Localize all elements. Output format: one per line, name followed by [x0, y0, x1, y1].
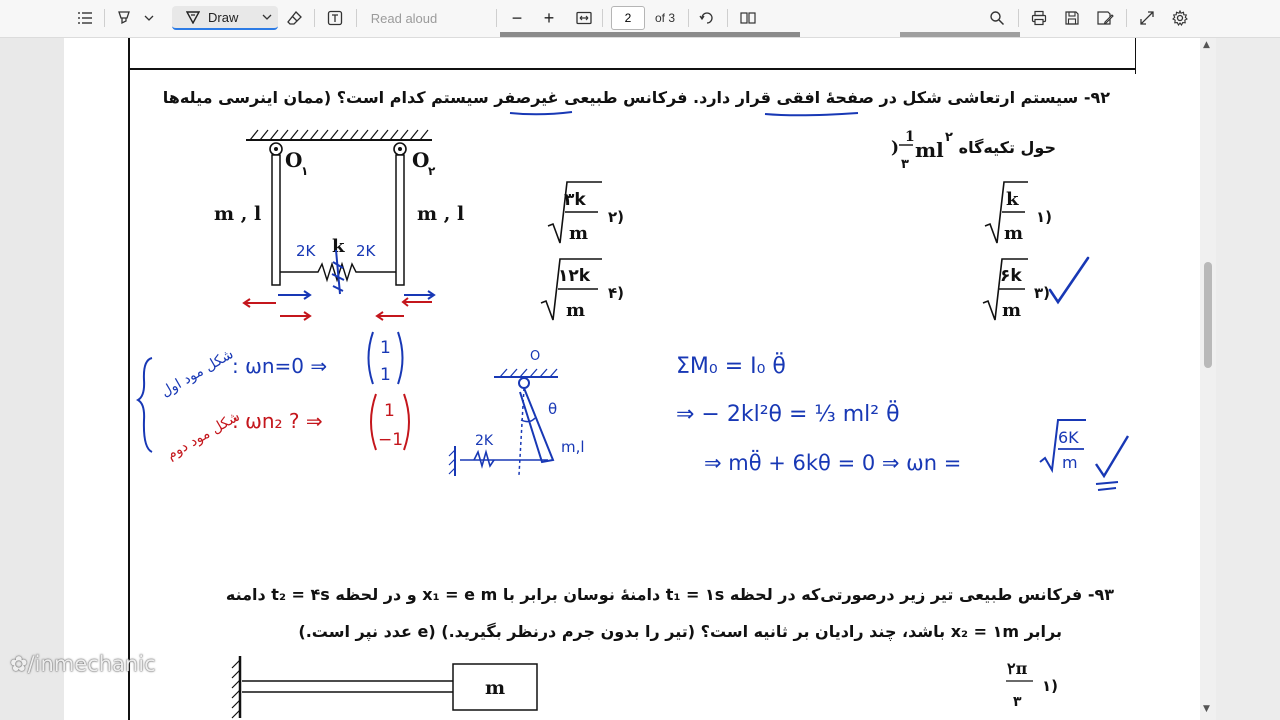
svg-text:۱): ۱) [1042, 677, 1059, 695]
hw-equation-2: ⇒ − 2kl²θ = ⅓ ml² θ̈ [676, 402, 900, 427]
svg-text:1: 1 [384, 401, 395, 421]
read-aloud-button[interactable]: Read aloud [370, 10, 438, 26]
svg-text:۱): ۱) [1036, 208, 1053, 226]
svg-text:۲: ۲ [428, 164, 436, 178]
inertia-paren: ) [891, 138, 900, 158]
svg-text:۳): ۳) [1034, 284, 1051, 302]
svg-text:m: m [566, 300, 586, 321]
inertia-ml: ml [915, 138, 944, 162]
svg-text:2K: 2K [475, 433, 494, 449]
svg-text:−1: −1 [378, 430, 404, 450]
spring-k-label: k [332, 236, 345, 257]
hw-mode1-label: شکل مود اول [158, 346, 237, 401]
watermark: ✿/inmechanic [10, 652, 156, 676]
svg-text:۶k: ۶k [1000, 266, 1022, 286]
scroll-down-icon[interactable]: ▼ [1203, 704, 1210, 714]
inertia-num: 1 [905, 129, 915, 145]
right-rod-label: m , l [417, 203, 465, 225]
svg-text:k: k [1006, 189, 1019, 210]
pivot-o1-label: O [285, 148, 303, 172]
q93-option-1[interactable] [1006, 659, 1058, 710]
hw-mode1-eq: : ωn=0 ⇒ [232, 354, 328, 378]
svg-text:۴): ۴) [608, 284, 625, 302]
mass-label: m [485, 677, 506, 699]
svg-text:۲): ۲) [608, 208, 625, 226]
zoom-out-button[interactable]: − [511, 7, 523, 28]
svg-text:m,l: m,l [561, 438, 585, 456]
hw-equation-1: ΣM₀ = I₀ θ̈ [676, 354, 786, 379]
svg-text:m: m [1062, 453, 1078, 472]
svg-text:m: m [1004, 223, 1024, 244]
draw-label: Draw [208, 9, 239, 25]
svg-text:6K: 6K [1058, 428, 1079, 447]
q92-line1: ۹۲- سیستم ارتعاشی شکل در صفحهٔ افقی قرار دارد. فرکانس طبیعی غیرصفر سیستم کدام است؟ (ممان اینرسی میله‌ها [162, 88, 1110, 107]
page-number-input[interactable]: 2 [611, 6, 645, 30]
svg-text:1: 1 [380, 338, 391, 358]
svg-text:۳: ۳ [1013, 694, 1022, 710]
svg-text:۱۲k: ۱۲k [558, 266, 591, 286]
svg-text:m: m [1002, 300, 1022, 321]
zoom-in-button[interactable]: + [543, 7, 555, 28]
svg-text:1: 1 [380, 365, 391, 385]
svg-text:m: m [569, 223, 589, 244]
camera-logo-icon: ✿ [10, 652, 28, 676]
page-count: of 3 [655, 11, 676, 25]
q93-line2: برابر x₂ = ۱m باشد، چند رادیان بر ثانیه است؟ (تیر را بدون جرم درنظر بگیرید.) (e عدد نپر است.) [298, 622, 1062, 641]
svg-text:۳k: ۳k [564, 190, 586, 210]
left-rod-label: m , l [214, 203, 262, 225]
svg-text:۱: ۱ [301, 164, 309, 178]
inertia-exp: ۲ [945, 130, 953, 145]
hw-mode2-eq: : ωn₂ ? ⇒ [232, 409, 323, 433]
svg-text:O: O [530, 349, 541, 364]
inertia-den: ۳ [901, 157, 909, 172]
hw-2k-left: 2K [296, 242, 316, 260]
pivot-o2-label: O [412, 148, 430, 172]
svg-text:θ: θ [548, 400, 558, 418]
hw-2k-right: 2K [356, 242, 376, 260]
svg-text:۲π: ۲π [1007, 659, 1028, 678]
hw-equation-3: ⇒ mθ̈ + 6kθ = 0 ⇒ ωn = [704, 451, 962, 475]
q93-line1: ۹۳- فرکانس طبیعی تیر زیر درصورتی‌که در لحظه t₁ = ۱s دامنهٔ نوسان برابر با x₁ = e m و در لحظه t₂ = ۴s دامنه [225, 585, 1114, 604]
scroll-up-icon[interactable]: ▲ [1203, 40, 1210, 50]
hw-mode2-label: شکل مود دوم [164, 408, 243, 464]
q92-line2: حول تکیه‌گاه [958, 138, 1056, 157]
